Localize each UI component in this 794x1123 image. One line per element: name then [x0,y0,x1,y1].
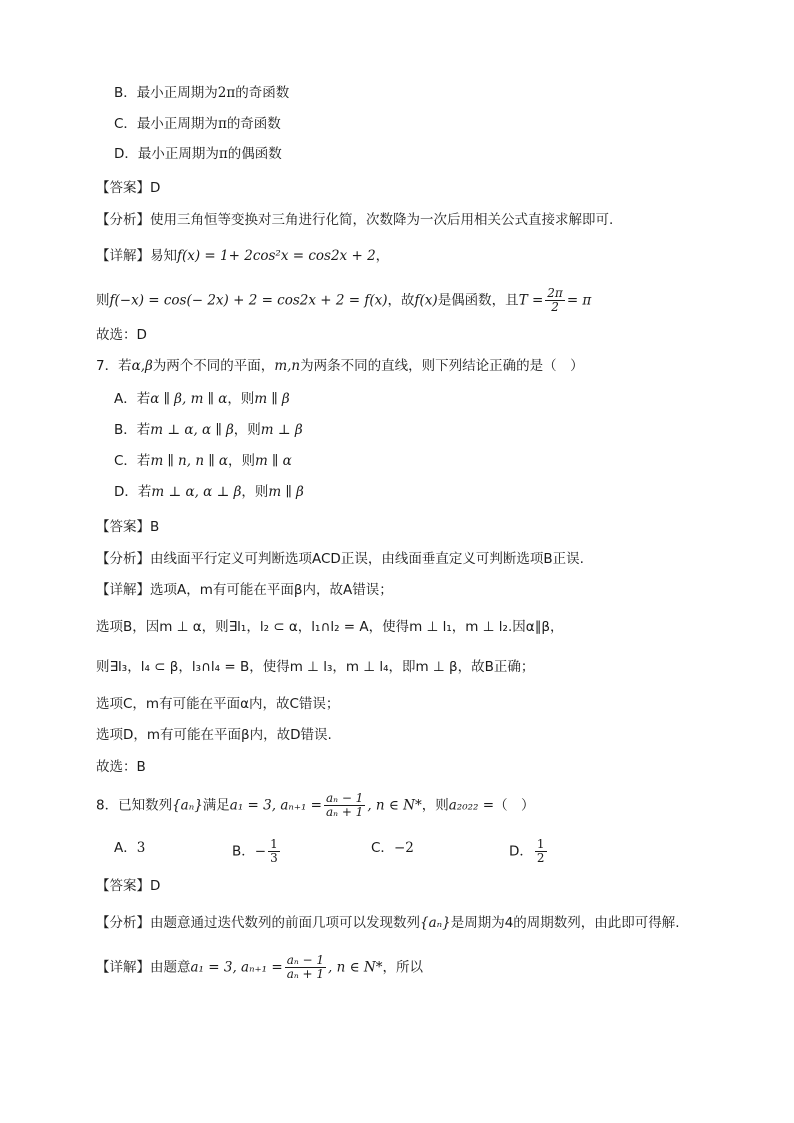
option-math: m ⊥ β [260,422,303,438]
detail-math: T = [518,292,544,309]
option-letter: A． [114,840,137,856]
detail-text: 则 [96,292,110,309]
q7-option-b [114,420,303,440]
answer-tag: 【答案】 [96,180,150,196]
q6-detail-line2 [96,287,591,314]
analysis-text: 使用三角恒等变换对三角进行化简，次数降为一次后用相关公式直接求解即可. [150,212,614,228]
option-text: 的奇函数 [226,116,281,132]
detail-text: 选项C，m有可能在平面α内，故C错误； [96,696,340,712]
detail-tag: 【详解】 [96,248,150,264]
option-sign: − [254,843,267,860]
option-text: ，则 [241,484,269,500]
stem-text: 满足 [202,797,230,814]
option-letter: C． [114,116,137,132]
q7-option-c [114,451,292,471]
option-letter: D．若 [114,484,152,500]
fraction [545,287,565,314]
option-math: m ∥ β [254,391,290,407]
analysis-tag: 【分析】 [96,915,150,931]
option-math: m ∥ α [254,453,292,469]
fraction-denominator: 2 [536,851,545,865]
q8-stem [96,792,535,819]
q7-stem [96,356,584,376]
q8-options [0,838,794,866]
option-math: 2π [217,85,236,101]
option-math: m ⊥ α, α ∥ β [150,422,234,438]
stem-math: α,β [131,358,153,374]
analysis-tag: 【分析】 [96,212,150,228]
q7-option-d [114,482,304,502]
option-text: ，则 [227,391,255,407]
detail-math: f(x) = 1+ 2cos²x = cos2x + 2 [177,248,376,264]
q8-option-c [371,838,414,858]
q8-analysis [96,913,680,933]
detail-text: 选项A，m有可能在平面β内，故A错误； [150,582,393,598]
fraction-denominator: 3 [270,851,278,865]
detail-math: = π [566,292,592,309]
option-letter: A．若 [114,391,151,407]
fraction-numerator: 2π [547,286,563,300]
detail-text: 易知 [150,248,177,264]
q7-option-a [114,389,290,409]
q8-answer [96,876,160,896]
option-math: m ∥ n, n ∥ α [150,453,228,469]
answer-value: D [150,180,161,196]
option-text: 最小正周期为 [136,85,218,101]
option-text: ，则 [227,453,255,469]
detail-math: a₁ = 3, aₙ₊₁ = [190,959,283,976]
question-number: 7．若 [96,358,132,374]
fraction-denominator: aₙ + 1 [325,805,364,819]
answer-value: D [150,878,161,894]
q6-detail-line1 [96,246,389,266]
question-number: 8．已知数列 [96,797,173,814]
q8-option-a [114,838,145,858]
fraction-numerator: aₙ − 1 [325,791,364,805]
answer-tag: 【答案】 [96,519,150,535]
fraction-denominator: aₙ + 1 [286,967,325,981]
option-letter: C． [371,840,394,856]
q6-option-b [114,83,289,103]
option-text: 的偶函数 [227,146,282,162]
fraction-numerator: 1 [270,837,278,851]
q7-detail-line1 [96,580,393,600]
option-letter: B． [232,843,255,860]
q6-answer [96,178,160,198]
q8-option-b [232,838,282,865]
q6-option-d [114,144,282,164]
detail-text: ，所以 [382,959,423,976]
stem-math: , n ∈ N* [367,797,422,814]
q7-analysis [96,549,584,569]
detail-text: 则∃l₃，l₄ ⊂ β，l₃∩l₄ = B，使得m ⊥ l₃，m ⊥ l₄，即m ⊥ β，故B正确； [96,659,535,675]
detail-tag: 【详解】 [96,582,150,598]
option-text: 最小正周期为 [136,116,218,132]
detail-math: f(x) [414,292,438,309]
option-letter: D． [509,843,533,860]
option-value: −2 [393,840,414,856]
detail-text: ， [375,248,390,264]
option-text: ，则 [233,422,261,438]
option-math: m ⊥ α, α ⊥ β [151,484,242,500]
stem-text: 为两条不同的直线，则下列结论正确的是（ ） [300,358,584,374]
detail-math: , n ∈ N* [328,959,383,976]
fraction-numerator: 1 [536,837,545,851]
detail-math: f(−x) = cos(− 2x) + 2 = cos2x + 2 = f(x) [109,292,388,309]
option-letter: C．若 [114,453,151,469]
detail-text: ，故 [387,292,415,309]
option-letter: D． [114,146,138,162]
choice-text: 故选：B [96,759,146,775]
option-math: π [218,146,228,162]
analysis-text: 是周期为4的周期数列，由此即可得解. [450,915,680,931]
choice-text: 故选：D [96,327,147,343]
q7-detail-line2 [96,617,564,637]
fraction-denominator: 2 [551,300,559,314]
option-math: α ∥ β, m ∥ α [150,391,228,407]
option-letter: B．若 [114,422,151,438]
q7-detail-line5 [96,725,332,745]
q6-analysis [96,210,613,230]
analysis-math: {aₙ} [420,915,451,931]
q7-choice [96,757,146,777]
fraction [285,954,326,981]
stem-text: ，则 [421,797,449,814]
fraction [268,838,280,865]
answer-tag: 【答案】 [96,878,150,894]
stem-math: a₂₀₂₂ = [448,797,495,814]
fraction [324,792,365,819]
fraction [535,838,547,865]
q6-choice [96,325,147,345]
analysis-text: 由线面平行定义可判断选项ACD正误，由线面垂直定义可判断选项B正误. [150,551,584,567]
fraction-numerator: aₙ − 1 [286,953,325,967]
option-text: 最小正周期为 [137,146,219,162]
q7-detail-line3 [96,657,534,677]
detail-text: 选项D，m有可能在平面β内，故D错误. [96,727,332,743]
detail-text: 选项B，因m ⊥ α，则∃l₁，l₂ ⊂ α，l₁∩l₂ = A，使得m ⊥ l₁，m ⊥ l₂.因α∥β， [96,619,564,635]
detail-tag: 【详解】 [96,959,150,976]
q8-detail [96,954,423,981]
stem-math: {aₙ} [172,797,203,814]
stem-math: a₁ = 3, aₙ₊₁ = [229,797,322,814]
option-letter: B． [114,85,137,101]
option-math: m ∥ β [268,484,304,500]
stem-text: 为两个不同的平面， [152,358,275,374]
stem-text: （ ） [494,797,535,814]
option-value: 3 [136,840,146,856]
option-text: 的奇函数 [235,85,290,101]
stem-math: m,n [274,358,301,374]
analysis-text: 由题意通过迭代数列的前面几项可以发现数列 [150,915,420,931]
detail-text: 是偶函数，且 [437,292,519,309]
answer-value: B [150,519,160,535]
q8-option-d [509,838,549,865]
option-math: π [217,116,227,132]
q6-option-c [114,114,281,134]
detail-text: 由题意 [150,959,191,976]
q7-detail-line4 [96,694,339,714]
analysis-tag: 【分析】 [96,551,150,567]
q7-answer [96,517,159,537]
